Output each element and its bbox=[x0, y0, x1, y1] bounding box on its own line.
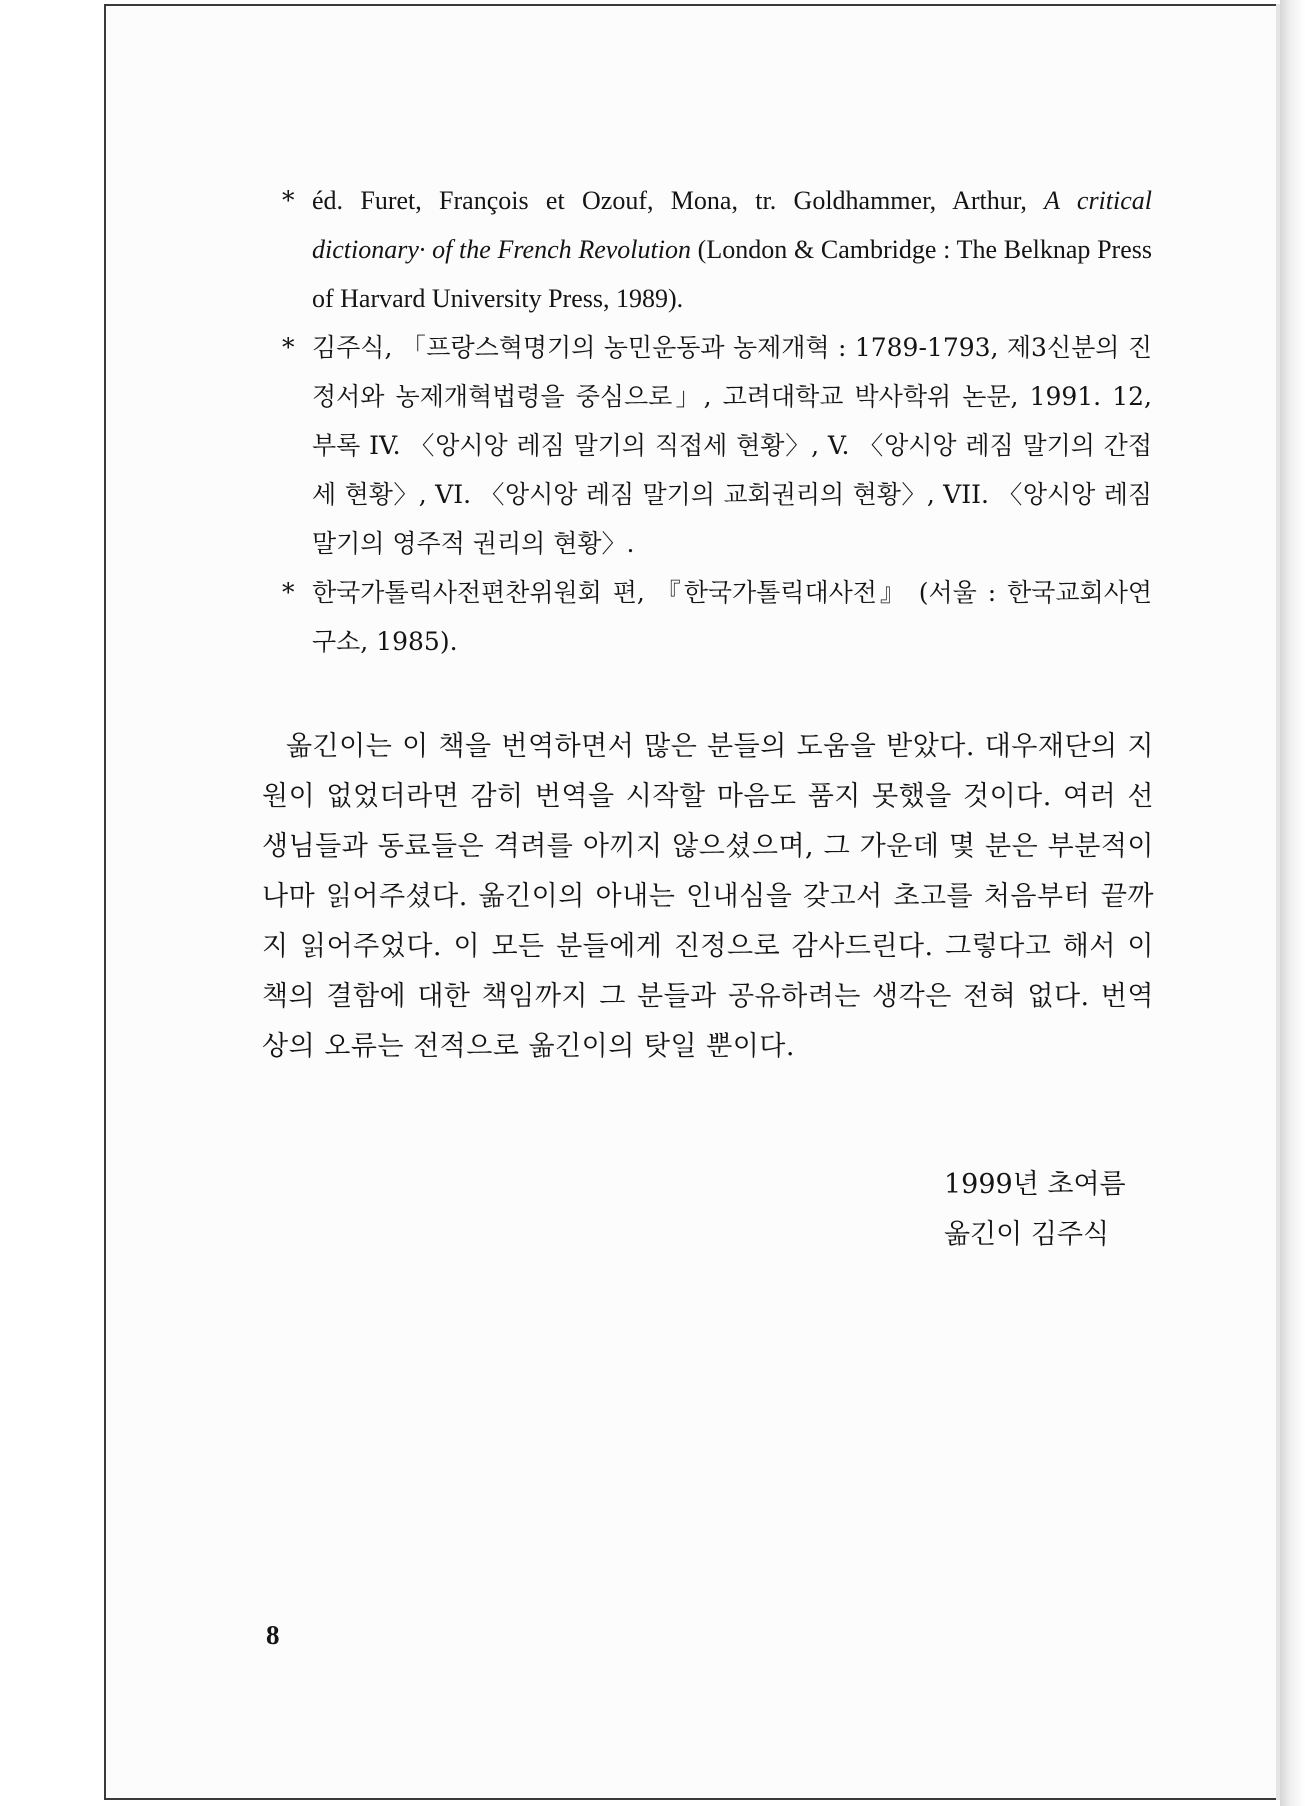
reference-bullet: * bbox=[282, 333, 295, 362]
reference-publication: (London & Cambridge : The Belknap Press of Harvard University Press, 1989). bbox=[312, 235, 1152, 313]
acknowledgement-paragraph: 옮긴이는 이 책을 번역하면서 많은 분들의 도움을 받았다. 대우재단의 지원이 없었더라면 감히 번역을 시작할 마음도 품지 못했을 것이다. 여러 선생님들과 동료들은 격려를 아끼지 않으셨으며, 그 가운데 몇 분은 부분적이나마 읽어주셨다. 옮긴이의 아내는 인내심을 갖고서 초고를 처음부터 끝까지 읽어주었다. 이 모든 분들에게 진정으로 감사드린다. 그렇다고 해서 이 책의 결함에 대한 책임까지 그 분들과 공유하려는 생각은 전혀 없다. 번역상의 오류는 전적으로 옮긴이의 탓일 뿐이다. bbox=[262, 731, 1154, 1062]
reference-item bbox=[282, 176, 1152, 323]
reference-item bbox=[282, 323, 1152, 568]
reference-bullet: * bbox=[282, 578, 295, 607]
reference-bullet: * bbox=[282, 186, 295, 215]
reference-item bbox=[282, 568, 1152, 666]
signature-block bbox=[944, 1160, 1164, 1260]
signature-author: 옮긴이 김주식 bbox=[944, 1219, 1110, 1250]
reference-text: 한국가톨릭사전편찬위원회 편, 『한국가톨릭대사전』 (서울 : 한국교회사연구소, 1985). bbox=[312, 578, 1152, 656]
page-edge-shadow bbox=[1280, 0, 1305, 1806]
reference-list bbox=[282, 176, 1152, 666]
reference-text: éd. Furet, François et Ozouf, Mona, tr. Goldhammer, Arthur, bbox=[312, 186, 1045, 215]
page-number: 8 bbox=[266, 1620, 280, 1650]
signature-date: 1999년 초여름 bbox=[944, 1169, 1126, 1200]
reference-title: A critical dictionary· of the French Revolution bbox=[312, 186, 1152, 264]
reference-text: 김주식, 「프랑스혁명기의 농민운동과 농제개혁 : 1789-1793, 제3신분의 진정서와 농제개혁법령을 중심으로」, 고려대학교 박사학위 논문, 1991. 12, 부록 IV. 〈앙시앙 레짐 말기의 직접세 현황〉, V. 〈앙시앙 레짐 말기의 간접세 현황〉, VI. 〈앙시앙 레짐 말기의 교회권리의 현황〉, VII. 〈앙시앙 레짐 말기의 영주적 권리의 현황〉. bbox=[312, 333, 1152, 558]
